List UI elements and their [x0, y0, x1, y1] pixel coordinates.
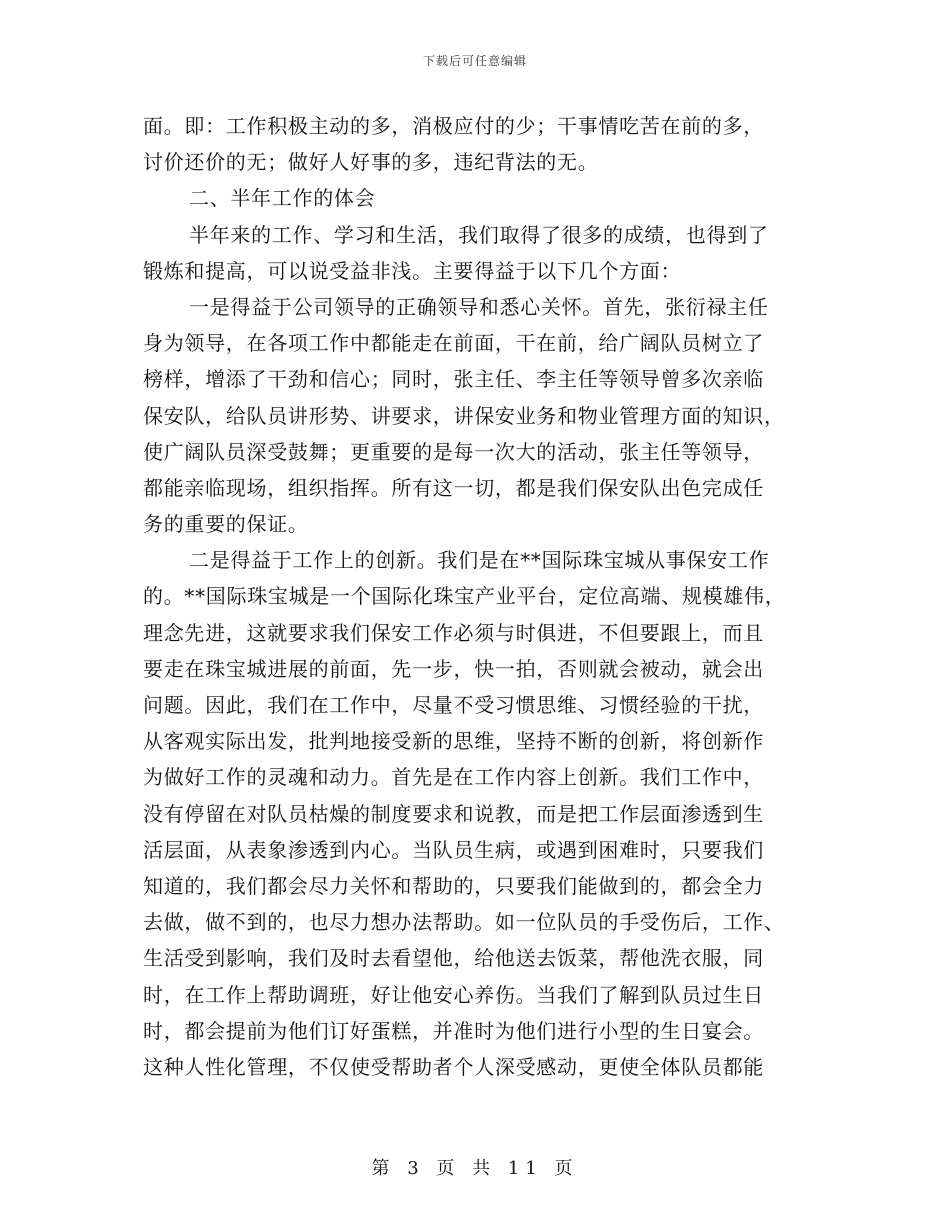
paragraph-line: 时，在工作上帮助调班，好让他安心养伤。当我们了解到队员过生日 [143, 982, 764, 1007]
paragraph-line: 问题。因此，我们在工作中，尽量不受习惯思维、习惯经验的干扰， [143, 693, 764, 717]
paragraph-line: 去做，做不到的，也尽力想办法帮助。如一位队员的手受伤后，工作、 [143, 910, 785, 935]
paragraph-line: 知道的，我们都会尽力关怀和帮助的，只要我们能做到的，都会全力 [143, 873, 764, 898]
paragraph-line: 时，都会提前为他们订好蛋糕，并准时为他们进行小型的生日宴会。 [143, 1018, 764, 1043]
section-heading: 二、半年工作的体会 [189, 186, 376, 211]
paragraph-line: 身为领导，在各项工作中都能走在前面，干在前，给广阔队员树立了 [143, 331, 764, 356]
paragraph-line: 从客观实际出发，批判地接受新的思维，坚持不断的创新，将创新作 [143, 729, 764, 754]
paragraph-line: 锻炼和提高，可以说受益非浅。主要得益于以下几个方面： [143, 258, 682, 283]
paragraph-line: 理念先进，这就要求我们保安工作必须与时俱进，不但要跟上，而且 [143, 620, 764, 645]
paragraph-line: 要走在珠宝城进展的前面，先一步，快一拍，否则就会被动，就会出 [143, 656, 764, 681]
page-header: 下载后可任意编辑 [422, 54, 527, 68]
paragraph-line: 面。即：工作积极主动的多，消极应付的少；干事情吃苦在前的多， [143, 114, 764, 138]
paragraph-line: 的。**国际珠宝城是一个国际化珠宝产业平台，定位高端、规模雄伟， [143, 584, 786, 609]
paragraph-line: 没有停留在对队员枯燥的制度要求和说教，而是把工作层面渗透到生 [143, 801, 764, 826]
paragraph-line: 生活受到影响，我们及时去看望他，给他送去饭菜，帮他洗衣服，同 [143, 946, 764, 971]
paragraph-line: 活层面，从表象渗透到内心。当队员生病，或遇到困难时，只要我们 [143, 837, 764, 862]
paragraph-line: 为做好工作的灵魂和动力。首先是在工作内容上创新。我们工作中， [143, 765, 764, 790]
paragraph-line: 榜样，增添了干劲和信心；同时，张主任、李主任等领导曾多次亲临 [143, 367, 764, 392]
paragraph-line: 半年来的工作、学习和生活，我们取得了很多的成绩，也得到了 [189, 222, 769, 247]
paragraph-line: 都能亲临现场，组织指挥。所有这一切，都是我们保安队出色完成任 [143, 475, 764, 500]
page-number-footer: 第 3 页 共 11 页 [371, 1158, 579, 1179]
paragraph-line: 这种人性化管理，不仅使受帮助者个人深受感动，更使全体队员都能 [143, 1054, 764, 1079]
paragraph-line: 务的重要的保证。 [143, 512, 309, 537]
paragraph-line: 讨价还价的无；做好人好事的多，违纪背法的无。 [143, 150, 599, 175]
paragraph-line: 二是得益于工作上的创新。我们是在**国际珠宝城从事保安工作 [189, 548, 770, 573]
document-body [143, 108, 807, 1085]
paragraph-line: 保安队，给队员讲形势、讲要求，讲保安业务和物业管理方面的知识， [143, 403, 785, 428]
paragraph-line: 一是得益于公司领导的正确领导和悉心关怀。首先，张衍禄主任 [189, 294, 769, 319]
paragraph-line: 使广阔队员深受鼓舞；更重要的是每一次大的活动，张主任等领导， [143, 439, 764, 464]
